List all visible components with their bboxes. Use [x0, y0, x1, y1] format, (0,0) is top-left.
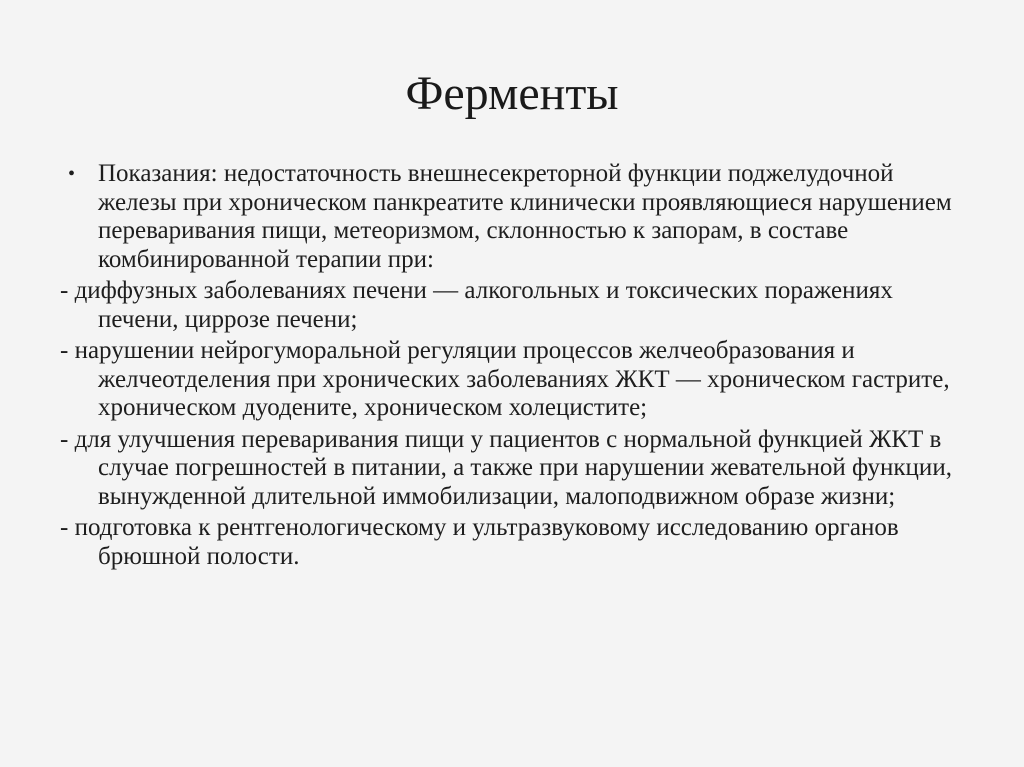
list-item-text: нарушении нейрогуморальной регуляции процессов желчеобразования и желчеотделения при хронических заболеваниях ЖКТ — хроническом гастрите, хроническом дуодените, хроническом холецистите; [74, 337, 950, 421]
list-item-text: подготовка к рентгенологическому и ультразвуковому исследованию органов брюшной полости. [74, 514, 899, 570]
bullet-icon: • [68, 163, 76, 185]
list-item-digestion [60, 426, 960, 512]
dash-marker: - [60, 425, 75, 453]
list-item-examination-prep [60, 514, 960, 571]
list-item-text: для улучшения переваривания пищи у пациентов с нормальной функцией ЖКТ в случае погрешностей в питании, а также при нарушении жевательной функции, вынужденной длительной иммобилизации, малоподвижном образе жизни; [74, 425, 952, 510]
list-item-liver-diseases [60, 277, 960, 334]
dash-marker: - [60, 514, 75, 541]
list-item-text: диффузных заболеваниях печени — алкогольных и токсических поражениях печени, циррозе печени; [74, 277, 893, 333]
list-item-text: Показания: недостаточность внешнесекреторной функции поджелудочной железы при хроническом панкреатите клинически проявляющиеся нарушением переваривания пищи, метеоризмом, склонностью к запорам, в составе комбинированной терапии при: [98, 160, 952, 273]
dash-marker: - [60, 277, 75, 304]
dash-marker: - [60, 337, 75, 364]
slide-title: Ферменты [405, 67, 619, 120]
list-item-bile-regulation [60, 337, 960, 423]
slide-content [60, 160, 960, 574]
list-item-indications [60, 160, 960, 274]
